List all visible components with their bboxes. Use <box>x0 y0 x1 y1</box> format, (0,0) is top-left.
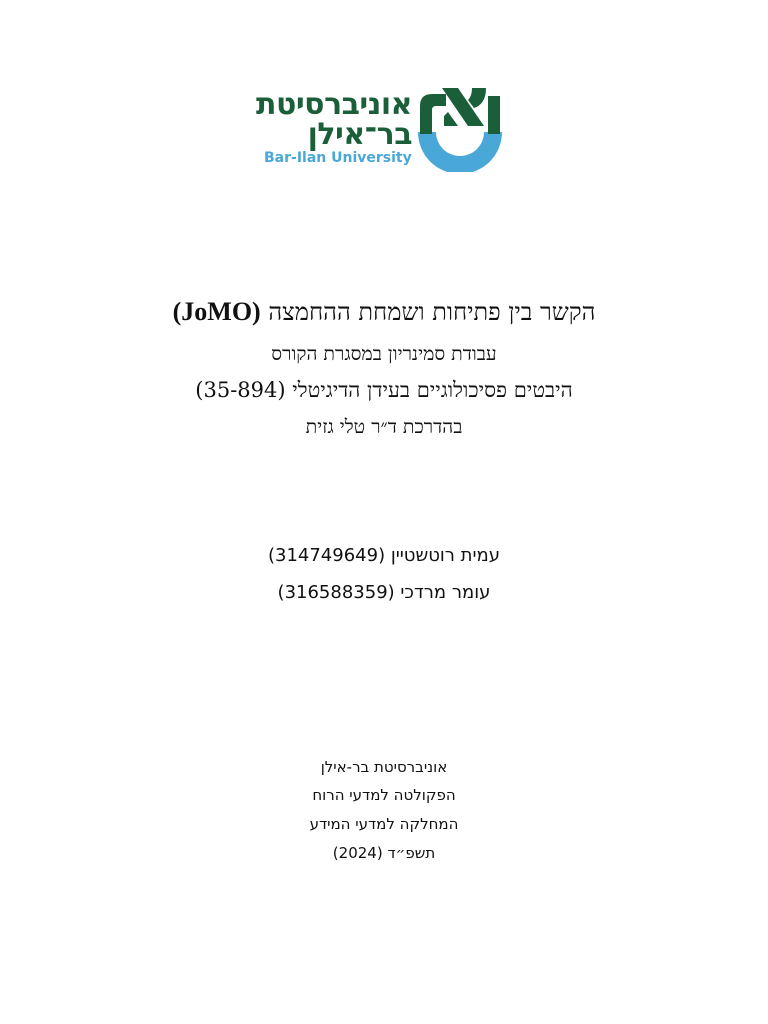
logo-text <box>255 82 412 172</box>
university-name: אוניברסיטת בר-אילן <box>320 758 448 776</box>
university-logo <box>255 82 506 172</box>
title-acronym: (JoMO) <box>172 297 261 326</box>
page-title <box>0 296 768 328</box>
faculty-name: הפקולטה למדעי הרוח <box>312 786 456 804</box>
seminar-description: עבודת סמינריון במסגרת הקורס <box>271 343 497 365</box>
author-1: עמית רוטשטיין (314749649) <box>267 545 501 566</box>
logo-english-name: Bar-Ilan University <box>264 150 412 166</box>
title-hebrew: הקשר בין פתיחות ושמחת ההחמצה <box>268 298 596 326</box>
logo-hebrew-line-1: אוניברסיטת <box>255 87 412 122</box>
author-2: עומר מרדכי (316588359) <box>277 582 491 603</box>
logo-hebrew-line-2: בר־אילן <box>307 117 412 152</box>
bar-ilan-emblem-icon <box>414 82 506 172</box>
department-name: המחלקה למדעי המידע <box>309 815 459 833</box>
academic-year: תשפ״ד (2024) <box>332 844 436 862</box>
course-name: היבטים פסיכולוגיים בעידן הדיגיטלי (35-894) <box>195 378 573 402</box>
supervisor-line: בהדרכת ד״ר טלי גזית <box>305 416 463 438</box>
